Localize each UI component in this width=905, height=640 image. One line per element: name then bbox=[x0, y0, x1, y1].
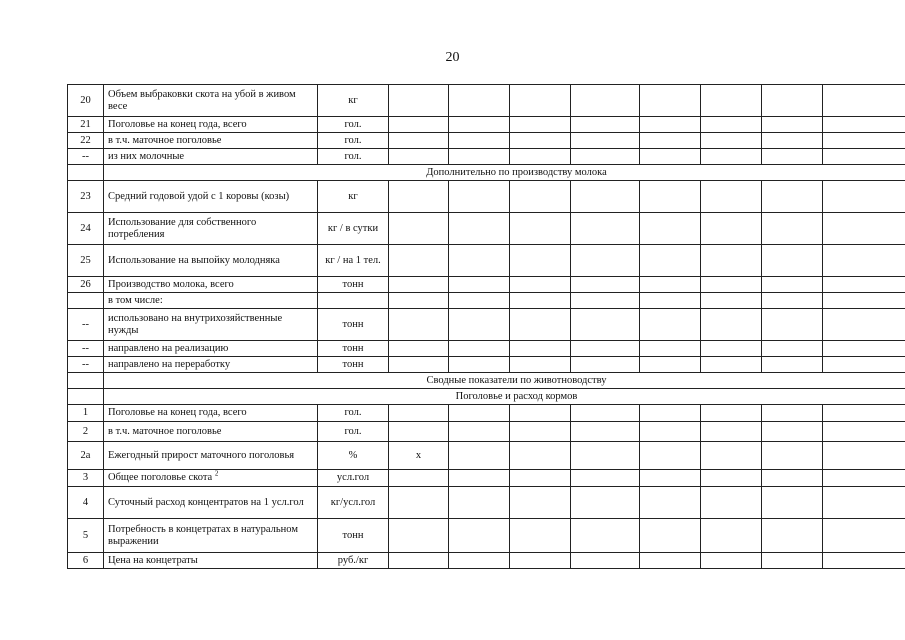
value-cell bbox=[762, 181, 823, 213]
value-cell bbox=[449, 405, 510, 422]
value-cell bbox=[640, 181, 701, 213]
value-cell bbox=[571, 293, 640, 309]
indicator-name-cell bbox=[104, 357, 318, 373]
value-cell bbox=[389, 470, 449, 487]
unit-cell: гол. bbox=[318, 422, 389, 442]
value-cell bbox=[510, 85, 571, 117]
table-row bbox=[68, 293, 905, 309]
value-cell bbox=[701, 422, 762, 442]
table-row bbox=[68, 553, 905, 569]
table-row bbox=[68, 341, 905, 357]
value-cell bbox=[571, 357, 640, 373]
value-cell bbox=[701, 357, 762, 373]
section-header-row bbox=[68, 165, 905, 181]
value-cell bbox=[571, 405, 640, 422]
value-cell bbox=[389, 277, 449, 293]
indicator-name-cell bbox=[104, 149, 318, 165]
row-number-cell: 21 bbox=[68, 117, 104, 133]
value-cell bbox=[823, 442, 905, 470]
value-cell bbox=[823, 181, 905, 213]
indicator-name: из них молочные bbox=[108, 150, 185, 162]
indicator-name-cell bbox=[104, 487, 318, 519]
value-cell bbox=[510, 519, 571, 553]
value-cell bbox=[389, 117, 449, 133]
unit-cell: кг / в сутки bbox=[318, 213, 389, 245]
value-cell bbox=[640, 487, 701, 519]
value-cell bbox=[640, 309, 701, 341]
table-row bbox=[68, 405, 905, 422]
value-cell bbox=[449, 117, 510, 133]
value-cell bbox=[389, 149, 449, 165]
value-cell bbox=[823, 293, 905, 309]
value-cell bbox=[571, 245, 640, 277]
page-number: 20 bbox=[445, 50, 460, 65]
value-cell bbox=[510, 442, 571, 470]
unit-cell: гол. bbox=[318, 405, 389, 422]
row-number-cell: 25 bbox=[68, 245, 104, 277]
table-row bbox=[68, 309, 905, 341]
value-cell bbox=[389, 405, 449, 422]
value-cell bbox=[823, 553, 905, 569]
value-cell bbox=[823, 357, 905, 373]
value-cell bbox=[389, 357, 449, 373]
value-cell bbox=[640, 133, 701, 149]
value-cell bbox=[449, 519, 510, 553]
indicator-name-cell bbox=[104, 85, 318, 117]
row-number-cell: 5 bbox=[68, 519, 104, 553]
value-cell bbox=[449, 487, 510, 519]
table-row bbox=[68, 213, 905, 245]
unit-cell: кг bbox=[318, 181, 389, 213]
row-number-cell bbox=[68, 373, 104, 389]
value-cell bbox=[389, 487, 449, 519]
value-cell bbox=[640, 405, 701, 422]
value-cell bbox=[510, 149, 571, 165]
section-title: Дополнительно по производству молока bbox=[104, 165, 905, 181]
table-row bbox=[68, 470, 905, 487]
value-cell bbox=[571, 553, 640, 569]
value-cell bbox=[701, 309, 762, 341]
row-number-cell: -- bbox=[68, 341, 104, 357]
indicator-name: Объем выбраковки скота на убой в живом весе bbox=[108, 88, 296, 112]
indicator-name: Производство молока, всего bbox=[108, 278, 234, 290]
indicator-name-cell bbox=[104, 442, 318, 470]
indicator-name: Ежегодный прирост маточного поголовья bbox=[108, 449, 295, 461]
row-number-cell: 1 bbox=[68, 405, 104, 422]
value-cell bbox=[640, 117, 701, 133]
indicator-name-cell bbox=[104, 277, 318, 293]
indicator-name: Поголовье на конец года, всего bbox=[108, 407, 247, 418]
row-number-cell: 23 bbox=[68, 181, 104, 213]
unit-cell: руб./кг bbox=[318, 553, 389, 569]
value-cell bbox=[823, 117, 905, 133]
unit-cell: тонн bbox=[318, 357, 389, 373]
row-number-cell: 3 bbox=[68, 470, 104, 487]
value-cell bbox=[510, 293, 571, 309]
value-cell bbox=[571, 117, 640, 133]
indicator-name: в том числе: bbox=[108, 294, 163, 306]
value-cell bbox=[510, 181, 571, 213]
value-cell bbox=[510, 341, 571, 357]
value-cell bbox=[571, 309, 640, 341]
indicator-name: в т.ч. маточное поголовье bbox=[108, 425, 222, 437]
value-cell bbox=[640, 245, 701, 277]
indicator-name-cell bbox=[104, 422, 318, 442]
value-cell bbox=[510, 405, 571, 422]
table-row bbox=[68, 357, 905, 373]
value-cell bbox=[640, 553, 701, 569]
unit-cell: кг / на 1 тел. bbox=[318, 245, 389, 277]
row-number-cell bbox=[68, 293, 104, 309]
value-cell bbox=[701, 519, 762, 553]
value-cell bbox=[449, 309, 510, 341]
value-cell bbox=[640, 442, 701, 470]
value-cell bbox=[510, 422, 571, 442]
value-cell bbox=[389, 133, 449, 149]
value-cell bbox=[701, 470, 762, 487]
indicator-name: направлено на реализацию bbox=[108, 342, 229, 354]
value-cell bbox=[389, 85, 449, 117]
table-row bbox=[68, 181, 905, 213]
value-cell bbox=[762, 133, 823, 149]
value-cell bbox=[571, 422, 640, 442]
indicator-name-cell bbox=[104, 181, 318, 213]
value-cell bbox=[389, 519, 449, 553]
value-cell bbox=[762, 245, 823, 277]
row-number-cell bbox=[68, 165, 104, 181]
value-cell bbox=[701, 117, 762, 133]
value-cell bbox=[762, 357, 823, 373]
unit-cell: % bbox=[318, 442, 389, 470]
unit-cell: гол. bbox=[318, 149, 389, 165]
value-cell bbox=[701, 553, 762, 569]
value-cell bbox=[823, 133, 905, 149]
table-row bbox=[68, 117, 905, 133]
unit-cell: усл.гол bbox=[318, 470, 389, 487]
value-cell bbox=[389, 309, 449, 341]
unit-cell: тонн bbox=[318, 277, 389, 293]
indicator-name: Использование для собственного потребления bbox=[108, 216, 257, 240]
value-cell bbox=[762, 442, 823, 470]
value-cell bbox=[640, 341, 701, 357]
value-cell bbox=[762, 213, 823, 245]
value-cell bbox=[640, 213, 701, 245]
unit-cell: кг bbox=[318, 85, 389, 117]
value-cell bbox=[701, 487, 762, 519]
unit-cell: тонн bbox=[318, 341, 389, 357]
row-number-cell: 2а bbox=[68, 442, 104, 470]
table-row bbox=[68, 133, 905, 149]
value-cell bbox=[449, 293, 510, 309]
value-cell bbox=[701, 133, 762, 149]
indicator-name-cell bbox=[104, 405, 318, 422]
value-cell bbox=[823, 85, 905, 117]
section-header-row bbox=[68, 389, 905, 405]
value-cell bbox=[510, 277, 571, 293]
value-cell bbox=[701, 85, 762, 117]
value-cell bbox=[762, 149, 823, 165]
value-cell bbox=[701, 245, 762, 277]
table-row bbox=[68, 442, 905, 470]
value-cell bbox=[389, 245, 449, 277]
value-cell bbox=[640, 149, 701, 165]
unit-cell bbox=[318, 293, 389, 309]
row-number-cell: 24 bbox=[68, 213, 104, 245]
indicator-name-cell bbox=[104, 293, 318, 309]
indicator-name: Поголовье на конец года, всего bbox=[108, 118, 247, 130]
value-cell bbox=[762, 293, 823, 309]
table-row bbox=[68, 149, 905, 165]
value-cell bbox=[823, 422, 905, 442]
indicator-name-cell bbox=[104, 309, 318, 341]
row-number-cell: -- bbox=[68, 357, 104, 373]
value-cell bbox=[762, 277, 823, 293]
value-cell bbox=[510, 357, 571, 373]
value-cell bbox=[389, 341, 449, 357]
value-cell bbox=[449, 245, 510, 277]
value-cell bbox=[762, 519, 823, 553]
value-cell bbox=[510, 213, 571, 245]
value-cell bbox=[389, 181, 449, 213]
section-title: Сводные показатели по животноводству bbox=[104, 373, 905, 389]
value-cell bbox=[762, 117, 823, 133]
value-cell bbox=[571, 519, 640, 553]
value-cell bbox=[449, 277, 510, 293]
value-cell bbox=[640, 293, 701, 309]
value-cell bbox=[571, 149, 640, 165]
indicator-name-cell bbox=[104, 553, 318, 569]
value-cell bbox=[640, 519, 701, 553]
value-cell bbox=[449, 553, 510, 569]
value-cell bbox=[571, 133, 640, 149]
section-title: Поголовье и расход кормов bbox=[104, 389, 905, 405]
table-row bbox=[68, 277, 905, 293]
value-cell bbox=[823, 277, 905, 293]
row-number-cell: -- bbox=[68, 149, 104, 165]
value-cell bbox=[510, 245, 571, 277]
value-cell bbox=[701, 181, 762, 213]
value-cell bbox=[701, 149, 762, 165]
unit-cell: тонн bbox=[318, 519, 389, 553]
value-cell bbox=[762, 487, 823, 519]
section-header-row bbox=[68, 373, 905, 389]
indicator-name-cell bbox=[104, 519, 318, 553]
value-cell bbox=[449, 181, 510, 213]
value-cell bbox=[389, 422, 449, 442]
indicator-name-cell bbox=[104, 341, 318, 357]
value-cell bbox=[640, 470, 701, 487]
row-number-cell: 2 bbox=[68, 422, 104, 442]
value-cell bbox=[640, 357, 701, 373]
value-cell bbox=[449, 341, 510, 357]
value-cell bbox=[510, 553, 571, 569]
value-cell bbox=[510, 117, 571, 133]
value-cell bbox=[571, 277, 640, 293]
value-cell bbox=[701, 405, 762, 422]
value-cell bbox=[701, 341, 762, 357]
value-cell bbox=[449, 442, 510, 470]
value-cell bbox=[510, 133, 571, 149]
value-cell bbox=[571, 341, 640, 357]
value-cell bbox=[571, 470, 640, 487]
indicator-name: Общее поголовье скота bbox=[108, 472, 213, 483]
table-row bbox=[68, 245, 905, 277]
data-table bbox=[67, 84, 905, 569]
value-cell bbox=[449, 213, 510, 245]
row-number-cell: 20 bbox=[68, 85, 104, 117]
value-cell bbox=[449, 422, 510, 442]
value-cell bbox=[389, 293, 449, 309]
value-cell bbox=[449, 149, 510, 165]
value-cell bbox=[762, 470, 823, 487]
row-number-cell: -- bbox=[68, 309, 104, 341]
indicator-name: Потребность в концетратах в натуральном выражении bbox=[108, 523, 298, 547]
indicator-name: направлено на переработку bbox=[108, 358, 231, 370]
indicator-name: использовано на внутрихозяйственные нужды bbox=[108, 312, 283, 336]
unit-cell: гол. bbox=[318, 117, 389, 133]
value-cell bbox=[823, 470, 905, 487]
value-cell bbox=[640, 277, 701, 293]
value-cell bbox=[762, 553, 823, 569]
value-cell bbox=[449, 85, 510, 117]
value-cell bbox=[510, 487, 571, 519]
value-cell bbox=[701, 442, 762, 470]
value-cell bbox=[762, 85, 823, 117]
value-cell bbox=[571, 85, 640, 117]
indicator-name: Использование на выпойку молодняка bbox=[108, 254, 280, 266]
value-cell bbox=[823, 245, 905, 277]
value-cell bbox=[571, 487, 640, 519]
indicator-name: в т.ч. маточное поголовье bbox=[108, 134, 222, 146]
value-cell bbox=[449, 133, 510, 149]
indicator-name-cell bbox=[104, 245, 318, 277]
indicator-name: Суточный расход концентратов на 1 усл.гол bbox=[108, 496, 304, 508]
indicator-name: Цена на концетраты bbox=[108, 554, 198, 566]
value-cell bbox=[762, 341, 823, 357]
value-cell bbox=[449, 357, 510, 373]
value-cell bbox=[762, 309, 823, 341]
value-cell bbox=[571, 181, 640, 213]
value-cell bbox=[510, 309, 571, 341]
value-cell: х bbox=[389, 442, 449, 470]
unit-cell: кг/усл.гол bbox=[318, 487, 389, 519]
value-cell bbox=[823, 149, 905, 165]
unit-cell: тонн bbox=[318, 309, 389, 341]
value-cell bbox=[823, 519, 905, 553]
value-cell bbox=[823, 213, 905, 245]
row-number-cell: 22 bbox=[68, 133, 104, 149]
value-cell bbox=[449, 470, 510, 487]
value-cell bbox=[640, 422, 701, 442]
table-row bbox=[68, 422, 905, 442]
value-cell bbox=[510, 470, 571, 487]
value-cell bbox=[823, 341, 905, 357]
value-cell bbox=[389, 213, 449, 245]
row-number-cell: 6 bbox=[68, 553, 104, 569]
indicator-name: Средний годовой удой с 1 коровы (козы) bbox=[108, 190, 290, 202]
unit-cell: гол. bbox=[318, 133, 389, 149]
row-number-cell bbox=[68, 389, 104, 405]
value-cell bbox=[571, 442, 640, 470]
value-cell bbox=[701, 277, 762, 293]
table-row bbox=[68, 487, 905, 519]
indicator-name-cell bbox=[104, 133, 318, 149]
value-cell bbox=[640, 85, 701, 117]
row-number-cell: 26 bbox=[68, 277, 104, 293]
indicator-name-cell bbox=[104, 117, 318, 133]
indicator-name-cell bbox=[104, 470, 318, 487]
table-row bbox=[68, 519, 905, 553]
value-cell bbox=[762, 422, 823, 442]
value-cell bbox=[823, 309, 905, 341]
value-cell bbox=[701, 293, 762, 309]
value-cell bbox=[823, 487, 905, 519]
value-cell bbox=[571, 213, 640, 245]
value-cell bbox=[762, 405, 823, 422]
footnote-marker: 2 bbox=[214, 469, 219, 478]
value-cell bbox=[389, 553, 449, 569]
indicator-name-cell bbox=[104, 213, 318, 245]
row-number-cell: 4 bbox=[68, 487, 104, 519]
value-cell bbox=[823, 405, 905, 422]
value-cell bbox=[701, 213, 762, 245]
table-row bbox=[68, 85, 905, 117]
